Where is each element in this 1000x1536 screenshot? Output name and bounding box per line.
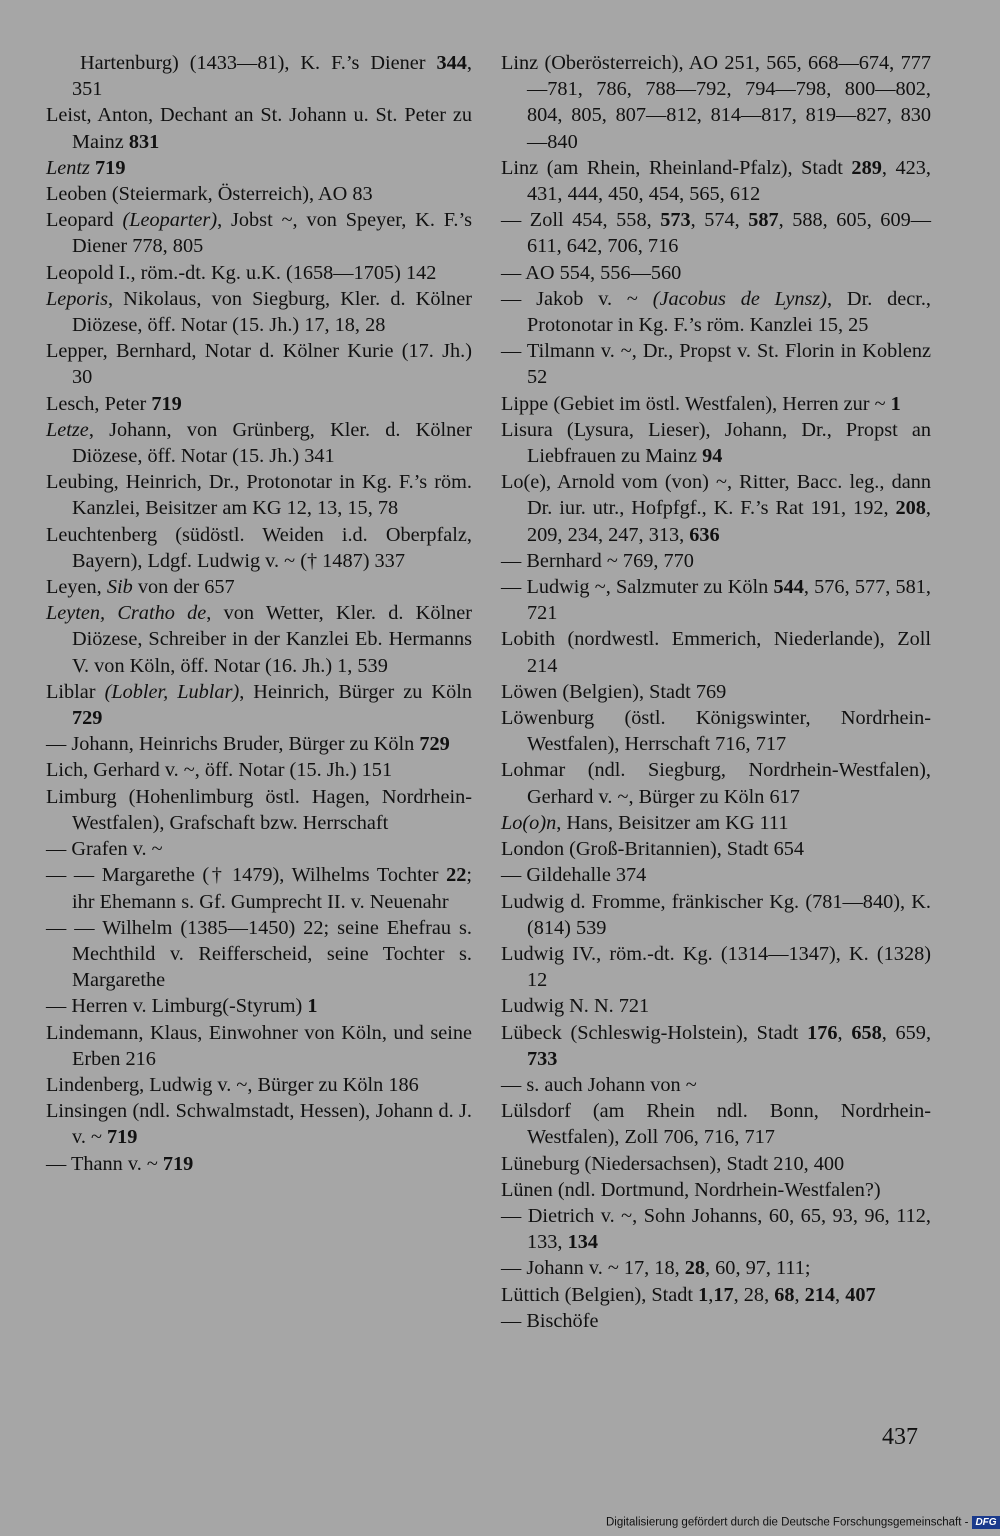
entry-text: Lich, Gerhard v. ~, öff. Notar (15. Jh.) 151 [46, 759, 393, 782]
page-ref-bold: 407 [845, 1283, 876, 1306]
page-ref-bold: 344 [436, 52, 467, 74]
entry-text: — Grafen v. ~ [46, 838, 163, 861]
page-ref-bold: 733 [527, 1047, 558, 1070]
entry-text: , 60, 97, 111; [705, 1257, 811, 1280]
entry-text: ; ihr Ehemann s. Gf. Gumprecht II. v. Neuenahr [72, 864, 472, 913]
italic-name: Lo(o)n [501, 811, 557, 834]
page-ref-bold: 658 [851, 1021, 882, 1044]
index-entry [501, 1151, 931, 1177]
footer-text: Digitalisierung gefördert durch die Deutsche Forschungsgemeinschaft - [606, 1516, 969, 1529]
entry-text: Limburg (Hohenlimburg östl. Hagen, Nordrhein-Westfalen), Grafschaft bzw. Herrschaft [46, 785, 472, 834]
entry-text: , [837, 1021, 852, 1044]
entry-text: — Bischöfe [501, 1309, 599, 1332]
index-entry [46, 417, 472, 469]
index-entry [501, 1203, 931, 1255]
entry-text: Leist, Anton, Dechant an St. Johann u. St. Peter zu Mainz [46, 104, 472, 153]
page-number: 437 [882, 1424, 918, 1450]
index-column-left [46, 50, 472, 1177]
entry-text: Leopard [46, 209, 123, 232]
entry-text: Lisura (Lysura, Lieser), Johann, Dr., Propst an Liebfrauen zu Mainz [501, 418, 931, 468]
entry-text: Lesch, Peter [46, 392, 152, 415]
entry-text: — Johann v. ~ 17, 18, [501, 1257, 685, 1280]
entry-text: von der 657 [132, 576, 235, 599]
entry-text: Lepper, Bernhard, Notar d. Kölner Kurie (17. Jh.) 30 [46, 340, 472, 389]
index-entry [46, 207, 472, 259]
index-entry [46, 784, 472, 836]
entry-text: — — Margarethe († 1479), Wilhelms Tochter [46, 864, 447, 887]
page-ref-bold: 1 [307, 995, 318, 1018]
entry-text: Leuchtenberg (südöstl. Weiden i.d. Oberpfalz, Bayern), Ldgf. Ludwig v. ~ († 1487) 337 [46, 523, 472, 572]
index-entry [46, 469, 472, 521]
entry-text: Leoben (Steiermark, Österreich), AO 83 [46, 183, 373, 206]
entry-text: , 659, [881, 1021, 932, 1044]
index-entry [501, 207, 931, 259]
page-ref-bold: 28 [684, 1257, 706, 1280]
entry-text: Lindenberg, Ludwig v. ~, Bürger zu Köln 186 [46, 1073, 419, 1096]
entry-text: , 588, 605, 609—611, 642, 706, 716 [527, 209, 932, 258]
page-ref-bold: 208 [895, 497, 926, 520]
entry-text: Lohmar (ndl. Siegburg, Nordrhein-Westfalen), Gerhard v. ~, Bürger zu Köln 617 [501, 759, 931, 808]
index-entry [501, 286, 931, 338]
entry-text: Lo(e), Arnold vom (von) ~, Ritter, Bacc. leg., dann Dr. iur. utr., Hofpfgf., K. F.’s Rat 191, 192, [501, 471, 931, 520]
index-entry [501, 679, 931, 705]
page-ref-bold: 719 [151, 392, 182, 415]
entry-text: Lindemann, Klaus, Einwohner von Köln, und seine Erben 216 [46, 1021, 472, 1070]
italic-name: Sib [106, 576, 133, 599]
entry-text: , [708, 1283, 714, 1306]
entry-text: — — Wilhelm (1385—1450) 22; seine Ehefrau s. Mechthild v. Reifferscheid, seine Tochter s. Margarethe [46, 916, 472, 992]
index-entry [46, 1072, 472, 1098]
index-entry [501, 1098, 931, 1150]
page-ref-bold: 729 [72, 707, 103, 730]
index-entry [501, 1177, 931, 1203]
page-ref-bold: 289 [851, 156, 882, 179]
page-ref-bold: 22 [446, 864, 467, 887]
index-entry [501, 836, 931, 862]
entry-text: — Bernhard ~ 769, 770 [501, 549, 694, 572]
entry-text: London (Groß-Britannien), Stadt 654 [501, 838, 805, 861]
index-entry [501, 338, 931, 390]
index-entry [501, 417, 931, 469]
index-entry [501, 1255, 931, 1281]
index-entry [501, 1308, 931, 1334]
index-entry [46, 836, 472, 862]
index-entry [501, 993, 931, 1019]
italic-name: (Jacobus de Lynsz) [652, 287, 828, 310]
entry-text: — Tilmann v. ~, Dr., Propst v. St. Florin in Koblenz 52 [501, 340, 931, 389]
entry-text: — Zoll 454, 558, [501, 209, 661, 232]
entry-text: Ludwig IV., röm.-dt. Kg. (1314—1347), K. (1328) 12 [501, 942, 931, 992]
index-entry [501, 862, 931, 888]
page-ref-bold: 134 [567, 1231, 598, 1254]
index-entry [501, 705, 931, 757]
index-column-right [501, 50, 931, 1334]
entry-text: Ludwig N. N. 721 [501, 995, 650, 1018]
index-entry [46, 50, 472, 102]
entry-text: , 574, [690, 209, 749, 232]
entry-text: Löwenburg (östl. Königswinter, Nordrhein-Westfalen), Herrschaft 716, 717 [501, 707, 931, 756]
entry-text: Lübeck (Schleswig-Holstein), Stadt [501, 1021, 808, 1044]
entry-text: Linsingen (ndl. Schwalmstadt, Hessen), Johann d. J. v. ~ [46, 1100, 472, 1149]
entry-text: , Hans, Beisitzer am KG 111 [556, 811, 789, 834]
page-ref-bold: 729 [419, 733, 450, 756]
entry-text: , von Wetter, Kler. d. Kölner Diözese, Schreiber in der Kanzlei Eb. Hermanns V. von Köln, öff. Notar (16. Jh.) 1, 539 [72, 602, 472, 677]
entry-text: Lülsdorf (am Rhein ndl. Bonn, Nordrhein-Westfalen), Zoll 706, 716, 717 [501, 1100, 931, 1149]
italic-name: (Lobler, Lublar) [104, 680, 240, 703]
page-ref-bold: 636 [689, 523, 720, 546]
index-entry [46, 600, 472, 679]
index-entry [501, 260, 931, 286]
index-entry [46, 731, 472, 757]
entry-text: , [794, 1283, 805, 1306]
index-entry [46, 574, 472, 600]
index-entry [501, 548, 931, 574]
italic-name: Leyten, Cratho de [46, 602, 207, 625]
entry-text: , Heinrich, Bürger zu Köln [239, 680, 472, 703]
index-entry [46, 757, 472, 783]
entry-text: — Thann v. ~ [46, 1152, 163, 1175]
page-ref-bold: 544 [773, 576, 804, 599]
page-ref-bold: 68 [774, 1283, 795, 1306]
dfg-logo[interactable]: DFG [972, 1516, 999, 1529]
page-ref-bold: 1 [890, 392, 901, 415]
entry-text: Ludwig d. Fromme, fränkischer Kg. (781—840), K. (814) 539 [501, 890, 931, 939]
entry-text: Lüneburg (Niedersachsen), Stadt 210, 400 [501, 1152, 845, 1175]
entry-text: Leopold I., röm.-dt. Kg. u.K. (1658—1705) 142 [46, 261, 437, 284]
entry-text: , 209, 234, 247, 313, [527, 497, 931, 546]
footer-credit [606, 1516, 1000, 1529]
italic-name: (Leoparter) [122, 209, 218, 232]
entry-text: Lüttich (Belgien), Stadt [501, 1283, 699, 1306]
entry-text: Liblar [46, 680, 105, 703]
index-entry [46, 260, 472, 286]
index-entry [46, 993, 472, 1019]
entry-text: , [835, 1283, 846, 1306]
index-entry [46, 679, 472, 731]
page-ref-bold: 1 [698, 1283, 709, 1306]
page-ref-bold: 719 [95, 156, 126, 179]
entry-text: , 351 [72, 52, 472, 101]
entry-text: — Johann, Heinrichs Bruder, Bürger zu Köln [46, 733, 420, 756]
entry-text: , Nikolaus, von Siegburg, Kler. d. Kölner Diözese, öff. Notar (15. Jh.) 17, 18, 28 [72, 287, 472, 337]
index-entry [46, 1151, 472, 1177]
index-entry [501, 50, 931, 155]
index-entry [46, 522, 472, 574]
index-entry [501, 626, 931, 678]
page-ref-bold: 214 [804, 1283, 836, 1306]
italic-name: Lentz [46, 156, 90, 179]
entry-text: Hartenburg) (1433—81), K. F.’s Diener [80, 52, 437, 74]
page-ref-bold: 587 [748, 209, 779, 232]
italic-name: Leporis [46, 287, 108, 310]
entry-text: Lobith (nordwestl. Emmerich, Niederlande), Zoll 214 [501, 628, 931, 677]
entry-text: — AO 554, 556—560 [501, 261, 682, 284]
index-entry [501, 810, 931, 836]
italic-name: Letze [46, 418, 89, 441]
entry-text: Linz (Oberösterreich), AO 251, 565, 668—674, 777—781, 786, 788—792, 794—798, 800—802, 804, 805, 807—812, 814—817, 819—827, 830—840 [501, 52, 931, 153]
index-entry [46, 1098, 472, 1150]
page-ref-bold: 719 [162, 1152, 194, 1175]
index-entry [46, 915, 472, 994]
entry-text: — Herren v. Limburg(-Styrum) [46, 995, 308, 1018]
entry-text: Linz (am Rhein, Rheinland-Pfalz), Stadt [501, 156, 852, 179]
index-entry [46, 286, 472, 338]
index-entry [501, 155, 931, 207]
entry-text: — Jakob v. ~ [501, 287, 653, 310]
index-entry [46, 1020, 472, 1072]
page-ref-bold: 17 [713, 1283, 734, 1306]
index-entry [501, 757, 931, 809]
index-entry [501, 391, 931, 417]
index-entry [46, 862, 472, 914]
entry-text: , 576, 577, 581, 721 [527, 576, 931, 625]
entry-text: Leyen, [46, 576, 107, 599]
entry-text: — Ludwig ~, Salzmuter zu Köln [501, 576, 774, 599]
index-entry [46, 155, 472, 181]
index-entry [501, 1282, 931, 1308]
entry-text: Leubing, Heinrich, Dr., Protonotar in Kg. F.’s röm. Kanzlei, Beisitzer am KG 12, 13, 15, 78 [46, 471, 472, 520]
entry-text: Lünen (ndl. Dortmund, Nordrhein-Westfalen?) [501, 1178, 881, 1201]
index-entry [46, 181, 472, 207]
page-ref-bold: 573 [660, 209, 691, 232]
entry-text: — Dietrich v. ~, Sohn Johanns, 60, 65, 93, 96, 112, 133, [501, 1204, 931, 1254]
page-ref-bold: 831 [128, 130, 160, 153]
entry-text: , Johann, von Grünberg, Kler. d. Kölner Diözese, öff. Notar (15. Jh.) 341 [72, 418, 472, 468]
entry-text: — Gildehalle 374 [501, 864, 647, 887]
entry-text: , Dr. decr., Protonotar in Kg. F.’s röm. Kanzlei 15, 25 [527, 287, 932, 337]
entry-text: , 28, [733, 1283, 775, 1306]
entry-text: , Jobst ~, von Speyer, K. F.’s Diener 778, 805 [72, 209, 473, 258]
index-entry [46, 391, 472, 417]
index-entry [501, 469, 931, 548]
index-entry [46, 102, 472, 154]
entry-text: — s. auch Johann von ~ [501, 1073, 697, 1096]
index-entry [501, 941, 931, 993]
page-ref-bold: 719 [107, 1126, 138, 1149]
page-ref-bold: 176 [807, 1021, 838, 1044]
entry-text: , 423, 431, 444, 450, 454, 565, 612 [527, 156, 931, 206]
page-ref-bold: 94 [702, 445, 723, 468]
index-entry [501, 1020, 931, 1072]
entry-text: Löwen (Belgien), Stadt 769 [501, 680, 727, 703]
entry-text: Lippe (Gebiet im östl. Westfalen), Herren zur ~ [501, 392, 891, 415]
index-entry [501, 574, 931, 626]
index-entry [501, 889, 931, 941]
index-entry [501, 1072, 931, 1098]
index-entry [46, 338, 472, 390]
